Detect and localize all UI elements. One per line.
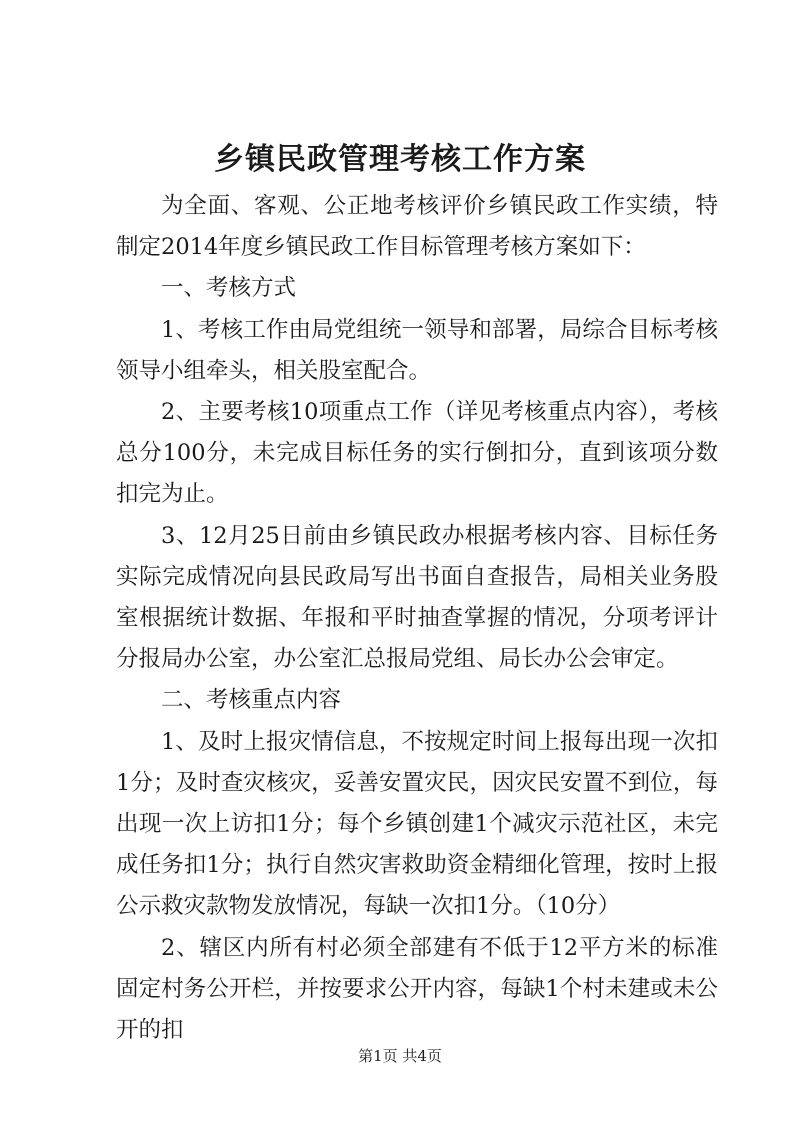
paragraph-intro: 为全面、客观、公正地考核评价乡镇民政工作实绩，特制定2014年度乡镇民政工作目标管理考核方案如下： bbox=[116, 193, 718, 261]
paragraph-method-3: 3、12月25日前由乡镇民政办根据考核内容、目标任务实际完成情况向县民政局写出书面自查报告，局相关业务股室根据统计数据、年报和平时抽查掌握的情况，分项考评计分报局办公室，办公室汇总报局党组、局长办公会审定。 bbox=[116, 522, 718, 673]
paragraph-method-2: 2、主要考核10项重点工作（详见考核重点内容），考核总分100分，未完成目标任务的实行倒扣分，直到该项分数扣完为止。 bbox=[116, 399, 718, 508]
document-title: 乡镇民政管理考核工作方案 bbox=[214, 142, 586, 177]
document-body bbox=[116, 186, 718, 1051]
paragraph-content-1: 1、及时上报灾情信息，不按规定时间上报每出现一次扣1分；及时查灾核灾，妥善安置灾民，因灾民安置不到位，每出现一次上访扣1分；每个乡镇创建1个减灾示范社区，未完成任务扣1分；执行自然灾害救助资金精细化管理，按时上报公示救灾款物发放情况，每缺一次扣1分。（10分） bbox=[116, 728, 718, 920]
section-heading-key-content: 二、考核重点内容 bbox=[161, 687, 342, 714]
paragraph-method-1: 1、考核工作由局党组统一领导和部署，局综合目标考核领导小组牵头，相关股室配合。 bbox=[116, 316, 718, 384]
page-footer: 第1页 共4页 bbox=[358, 1047, 442, 1065]
paragraph-content-2: 2、辖区内所有村必须全部建有不低于12平方米的标准固定村务公开栏，并按要求公开内容，每缺1个村未建或未公开的扣 bbox=[116, 934, 718, 1044]
section-heading-assessment-method: 一、考核方式 bbox=[161, 275, 297, 302]
